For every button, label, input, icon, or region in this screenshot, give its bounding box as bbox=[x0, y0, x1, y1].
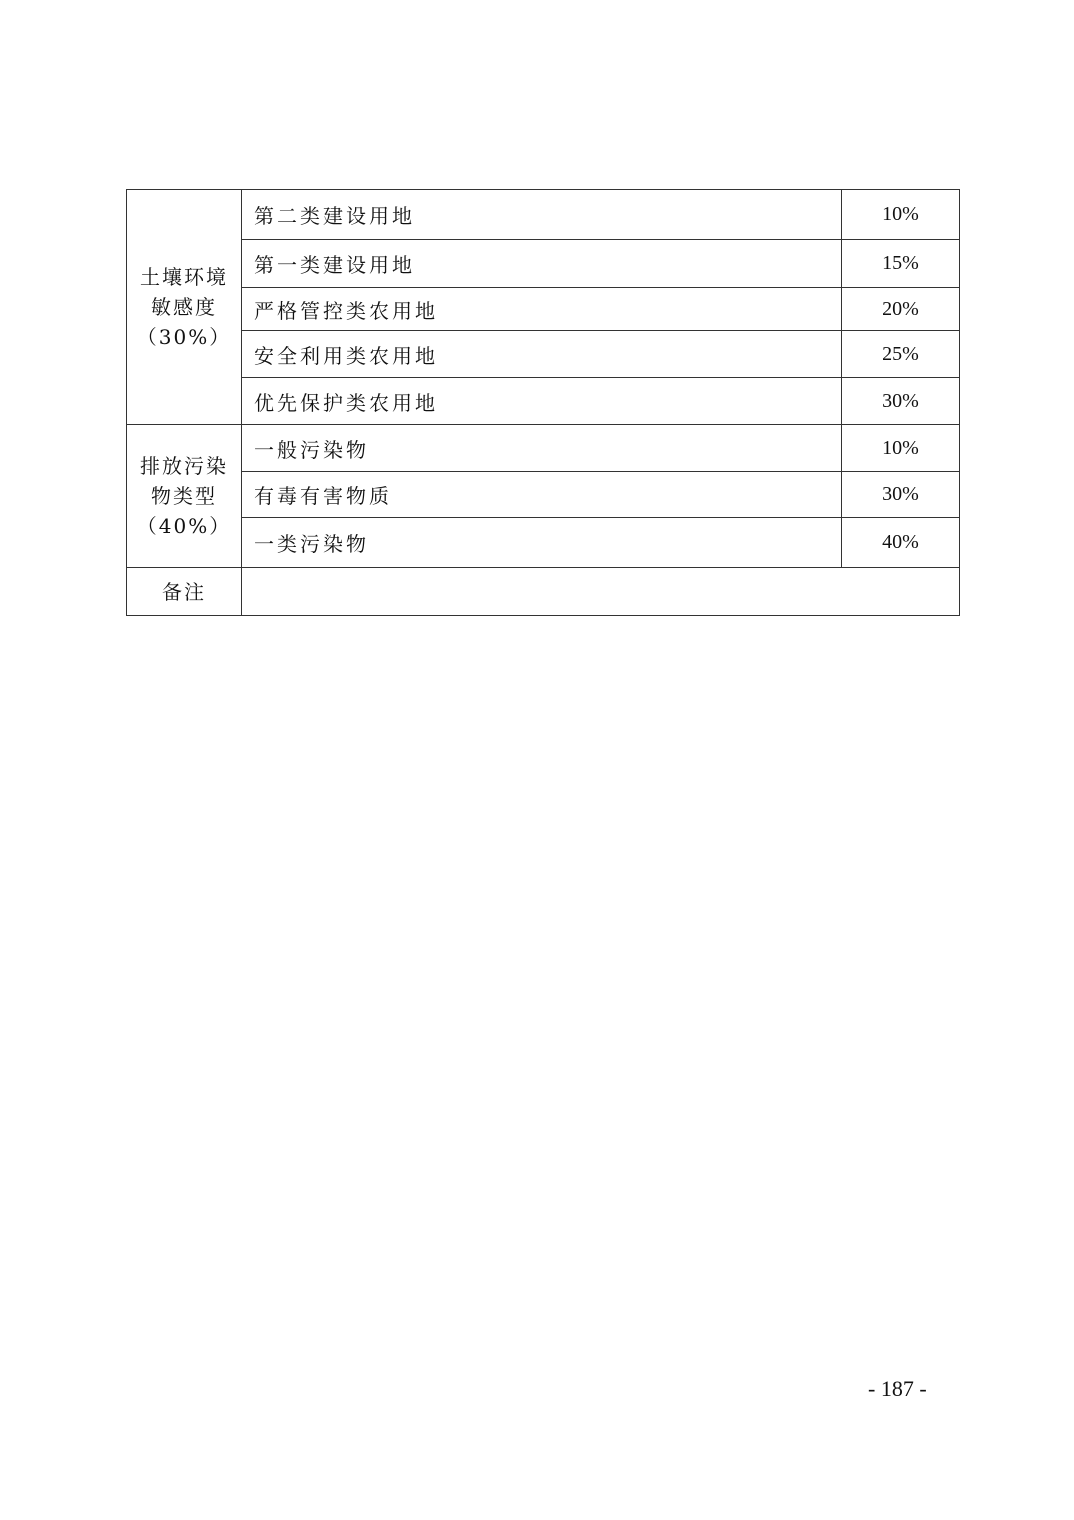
item-cell: 第二类建设用地 bbox=[242, 190, 842, 240]
score-cell: 20% bbox=[842, 288, 960, 331]
category-line: 物类型 bbox=[151, 484, 217, 508]
score-cell: 10% bbox=[842, 190, 960, 240]
scoring-table bbox=[126, 189, 960, 616]
category-line: （30%） bbox=[136, 325, 232, 349]
table-row bbox=[127, 240, 960, 288]
item-cell: 第一类建设用地 bbox=[242, 240, 842, 288]
score-cell: 30% bbox=[842, 378, 960, 425]
category-line: （40%） bbox=[136, 514, 232, 538]
score-cell: 25% bbox=[842, 331, 960, 378]
score-cell: 10% bbox=[842, 425, 960, 472]
table-row bbox=[127, 425, 960, 472]
item-cell: 安全利用类农用地 bbox=[242, 331, 842, 378]
table-row bbox=[127, 288, 960, 331]
category-line: 土壤环境 bbox=[140, 265, 228, 289]
remark-value bbox=[242, 568, 960, 616]
category-line: 敏感度 bbox=[151, 295, 217, 319]
item-cell: 有毒有害物质 bbox=[242, 472, 842, 518]
score-cell: 30% bbox=[842, 472, 960, 518]
item-cell: 一类污染物 bbox=[242, 518, 842, 568]
item-cell: 严格管控类农用地 bbox=[242, 288, 842, 331]
item-cell: 优先保护类农用地 bbox=[242, 378, 842, 425]
category-line: 排放污染 bbox=[140, 454, 228, 478]
remark-row bbox=[127, 568, 960, 616]
remark-label: 备注 bbox=[127, 568, 242, 616]
score-cell: 15% bbox=[842, 240, 960, 288]
item-cell: 一般污染物 bbox=[242, 425, 842, 472]
score-cell: 40% bbox=[842, 518, 960, 568]
table-row bbox=[127, 378, 960, 425]
category-cell bbox=[127, 425, 242, 568]
table-row bbox=[127, 518, 960, 568]
page-number: - 187 - bbox=[868, 1376, 927, 1401]
table-row bbox=[127, 331, 960, 378]
table-row bbox=[127, 472, 960, 518]
table-row bbox=[127, 190, 960, 240]
category-cell bbox=[127, 190, 242, 425]
